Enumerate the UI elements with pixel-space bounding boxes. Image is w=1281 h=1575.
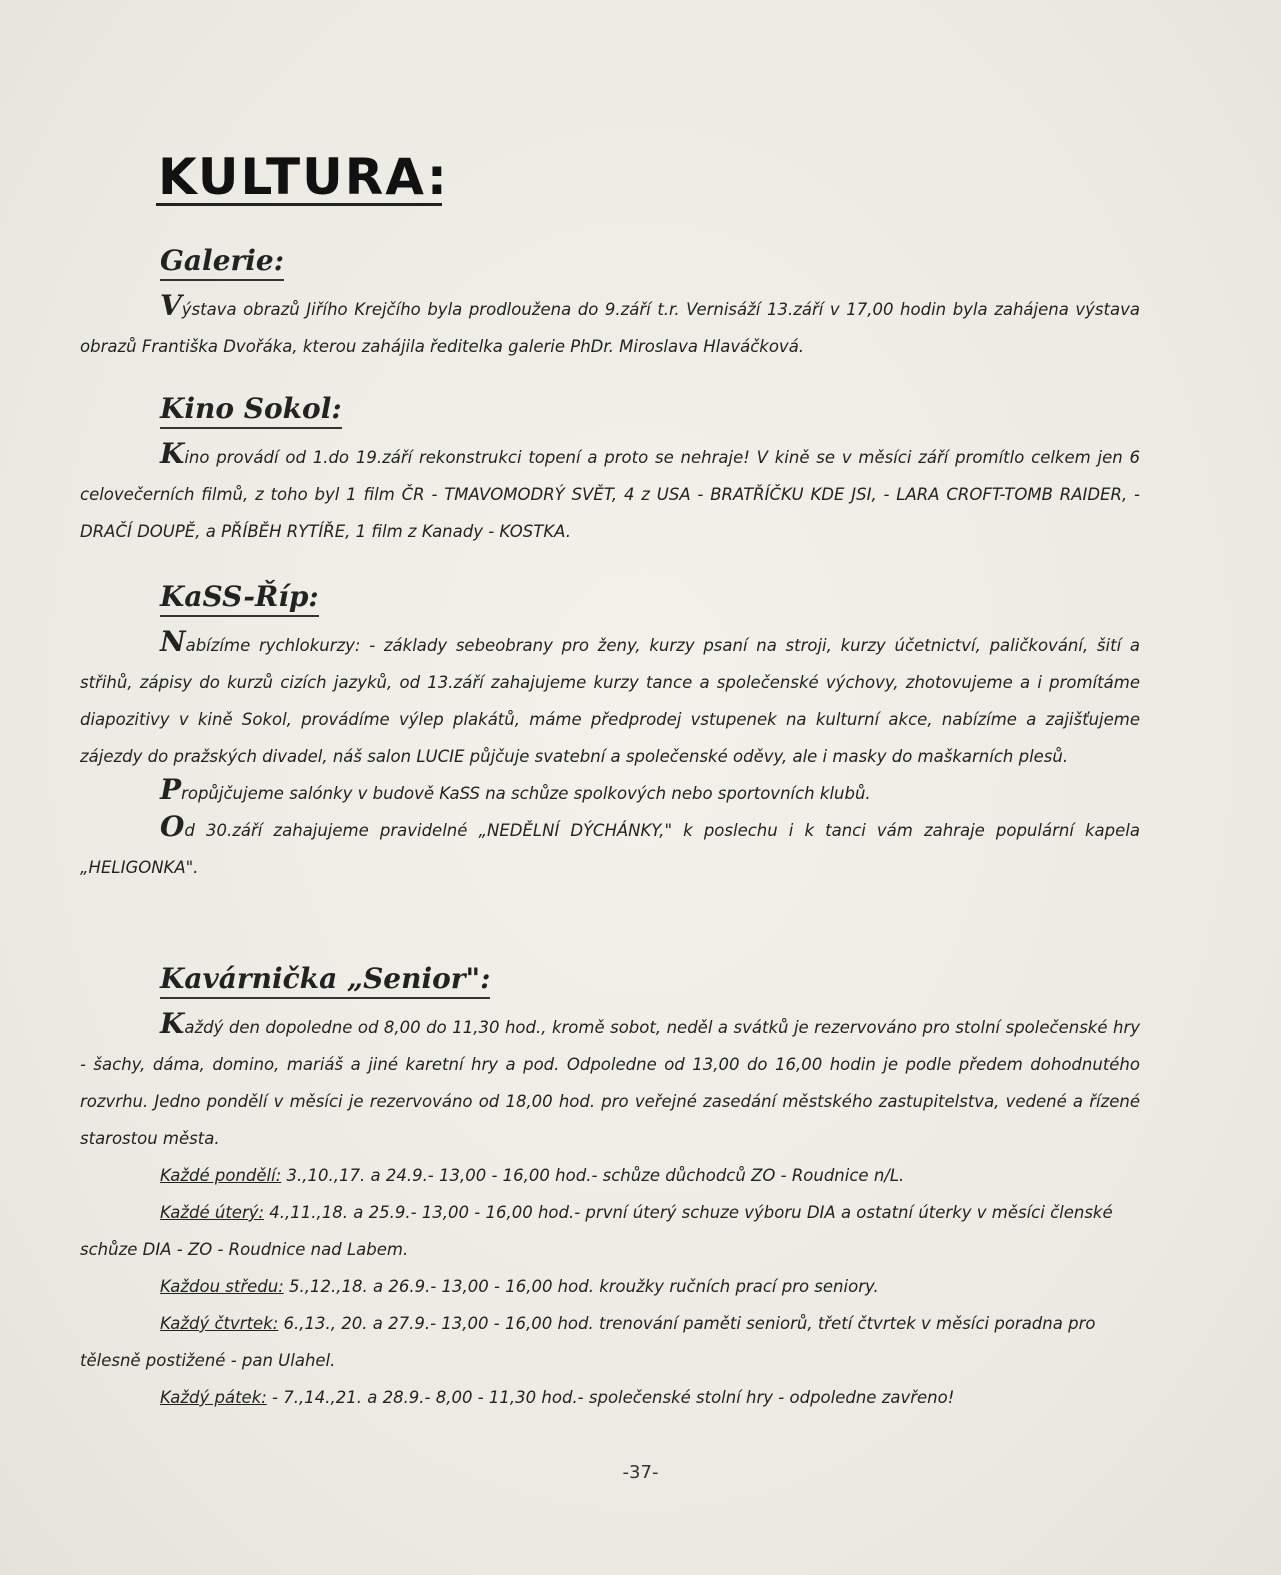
paragraph-text: aždý den dopoledne od 8,00 do 11,30 hod., kromě sobot, neděl a svátků je rezervováno pro stolní společenské hry - šachy, dáma, domino, mariáš a jiné karetní hry a pod. Odpoledne od 13,00 do 16,00 hodin je podle předem dohodnutého rozvrhu. Jedno pondělí v měsíci je rezervováno od 18,00 hod. pro veřejné zasedání městského zastupitelstva, vedené a řízené starostou města. [80,1018,1140,1148]
schedule-day: Každé pondělí: [160,1166,282,1185]
schedule-text: 5.,12.,18. a 26.9.- 13,00 - 16,00 hod. kroužky ručních prací pro seniory. [283,1277,879,1296]
section-kino [80,392,1140,550]
section-galerie [80,244,1140,365]
section-heading-kavarnicka: Kavárnička „Senior": [160,962,490,999]
schedule-text: 6.,13., 20. a 27.9.- 13,00 - 16,00 hod. trenování paměti seniorů, třetí čtvrtek v měsíci poradna pro tělesně postižené - pan Ulahel. [80,1314,1096,1370]
schedule-day: Každý čtvrtek: [160,1314,279,1333]
title-underline [156,203,442,206]
paragraph-kass-1 [80,627,1140,775]
paragraph-lead-letter: K [160,437,185,470]
page-title: KULTURA: [158,148,449,206]
schedule-text: 3.,10.,17. a 24.9.- 13,00 - 16,00 hod.- schůze důchodců ZO - Roudnice n/L. [281,1166,905,1185]
section-kass [80,580,1140,886]
paragraph-text: ino provádí od 1.do 19.září rekonstrukci topení a proto se nehraje! V kině se v měsíci září promítlo celkem jen 6 celovečerních filmů, z toho byl 1 film ČR - TMAVOMODRÝ SVĚT, 4 z USA - BRATŘÍČKU KDE JSI, - LARA CROFT-TOMB RAIDER, - DRAČÍ DOUPĚ, a PŘÍBĚH RYTÍŘE, 1 film z Kanady - KOSTKA. [80,448,1140,541]
schedule-item [80,1157,1140,1194]
schedule-day: Každý pátek: [160,1388,267,1407]
paragraph-lead-letter: N [160,625,186,658]
page-number: -37- [622,1462,659,1483]
section-heading-kass: KaSS-Říp: [160,580,319,617]
paragraph-kass-2 [80,775,1140,812]
paragraph-lead-letter: O [160,810,185,843]
paragraph-text: d 30.září zahajujeme pravidelné „NEDĚLNÍ DÝCHÁNKY," k poslechu i k tanci vám zahraje populární kapela „HELIGONKA". [80,821,1140,877]
paragraph-kino [80,439,1140,550]
paragraph-lead-letter: K [160,1007,185,1040]
paragraph-text: ropůjčujeme salónky v budově KaSS na schůze spolkových nebo sportovních klubů. [181,784,871,803]
schedule-text: - 7.,14.,21. a 28.9.- 8,00 - 11,30 hod.- společenské stolní hry - odpoledne zavřeno! [266,1388,955,1407]
paragraph-kavarnicka [80,1009,1140,1157]
section-heading-galerie: Galerie: [160,244,284,281]
schedule-item [80,1268,1140,1305]
schedule-day: Každé úterý: [160,1203,265,1222]
paragraph-text: abízíme rychlokurzy: - základy sebeobrany pro ženy, kurzy psaní na stroji, kurzy účetnictví, paličkování, šití a střihů, zápisy do kurzů cizích jazyků, od 13.září zahajujeme kurzy tance a společenské výchovy, zhotovujeme a i promítáme diapozitivy v kině Sokol, provádíme výlep plakátů, máme předprodej vstupenek na kulturní akce, nabízíme a zajišťujeme zájezdy do pražských divadel, náš salon LUCIE půjčuje svatební a společenské oděvy, ale i masky do maškarních plesů. [80,636,1140,766]
section-heading-kino: Kino Sokol: [160,392,342,429]
paragraph-lead-letter: P [160,773,182,806]
paragraph-text: ýstava obrazů Jiřího Krejčího byla prodloužena do 9.září t.r. Vernisáží 13.září v 17,00 hodin byla zahájena výstava obrazů Františka Dvořáka, kterou zahájila ředitelka galerie PhDr. Miroslava Hlaváčková. [80,300,1140,356]
section-kavarnicka [80,962,1140,1416]
schedule-item [80,1305,1140,1379]
paragraph-kass-3 [80,812,1140,886]
paragraph-galerie [80,291,1140,365]
schedule-day: Každou středu: [160,1277,284,1296]
schedule-item [80,1379,1140,1416]
schedule-text: 4.,11.,18. a 25.9.- 13,00 - 16,00 hod.- první úterý schuze výboru DIA a ostatní úterky v měsíci členské schůze DIA - ZO - Roudnice nad Labem. [80,1203,1113,1259]
schedule-item [80,1194,1140,1268]
paragraph-lead-letter: V [160,289,182,322]
